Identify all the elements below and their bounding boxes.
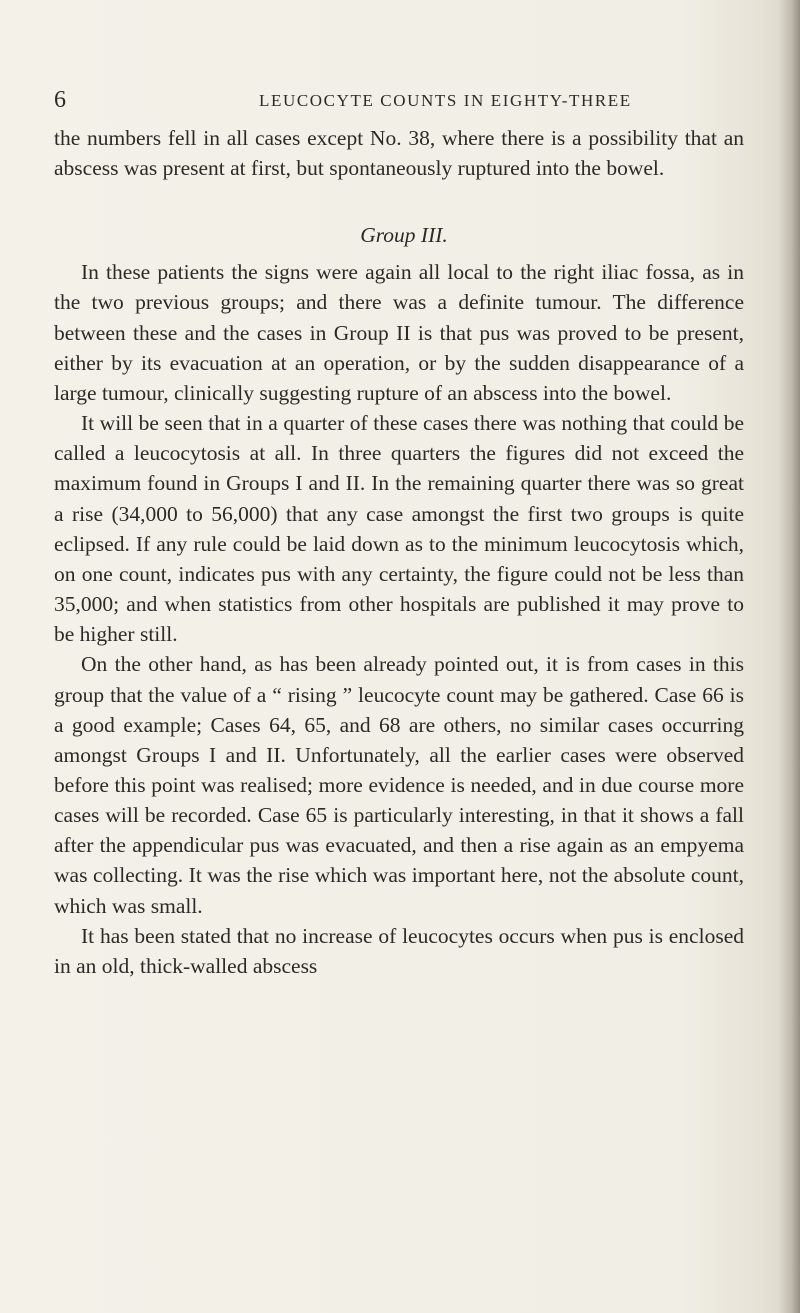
paragraph: It has been stated that no increase of leucocytes occurs when pus is enclosed in an old, thick-walled abscess <box>54 923 744 978</box>
page-number: 6 <box>54 87 66 113</box>
running-title: LEUCOCYTE COUNTS IN EIGHTY-THREE <box>259 91 632 110</box>
page-edge-shadow <box>778 0 800 1313</box>
body-text <box>54 123 744 981</box>
section-heading: Group III. <box>360 223 448 248</box>
paragraph: It will be seen that in a quarter of these cases there was nothing that could be called a leucocytosis at all. In three quarters the figures did not exceed the maximum found in Groups I and II. In the remaining quarter there was so great a rise (34,000 to 56,000) that any case amongst the first two groups is quite eclipsed. If any rule could be laid down as to the minimum leucocytosis which, on one count, indicates pus with any certainty, the figure could not be less than 35,000; and when statistics from other hospitals are published it may prove to be higher still. <box>54 411 744 647</box>
paragraph: On the other hand, as has been already pointed out, it is from cases in this group that the value of a “ rising ” leucocyte count may be gathered. Case 66 is a good example; Cases 64, 65, and 68 are others, no similar cases occurring amongst Groups I and II. Unfortunately, all the earlier cases were observed before this point was realised; more evidence is needed, and in due course more cases will be recorded. Case 65 is particularly interesting, in that it shows a fall after the appendicular pus was evacuated, and then a rise again as an empyema was collecting. It was the rise which was important here, not the absolute count, which was small. <box>54 652 744 918</box>
paragraph-continued: the numbers fell in all cases except No. 38, where there is a possibility that an abscess was present at first, but spontaneously ruptured into the bowel. <box>54 126 744 181</box>
running-head <box>54 86 744 116</box>
paragraph: In these patients the signs were again all local to the right iliac fossa, as in the two previous groups; and there was a definite tumour. The difference between these and the cases in Group II is that pus was proved to be present, either by its evacuation at an operation, or by the sudden disappearance of a large tumour, clinically suggesting rupture of an abscess into the bowel. <box>54 260 744 405</box>
